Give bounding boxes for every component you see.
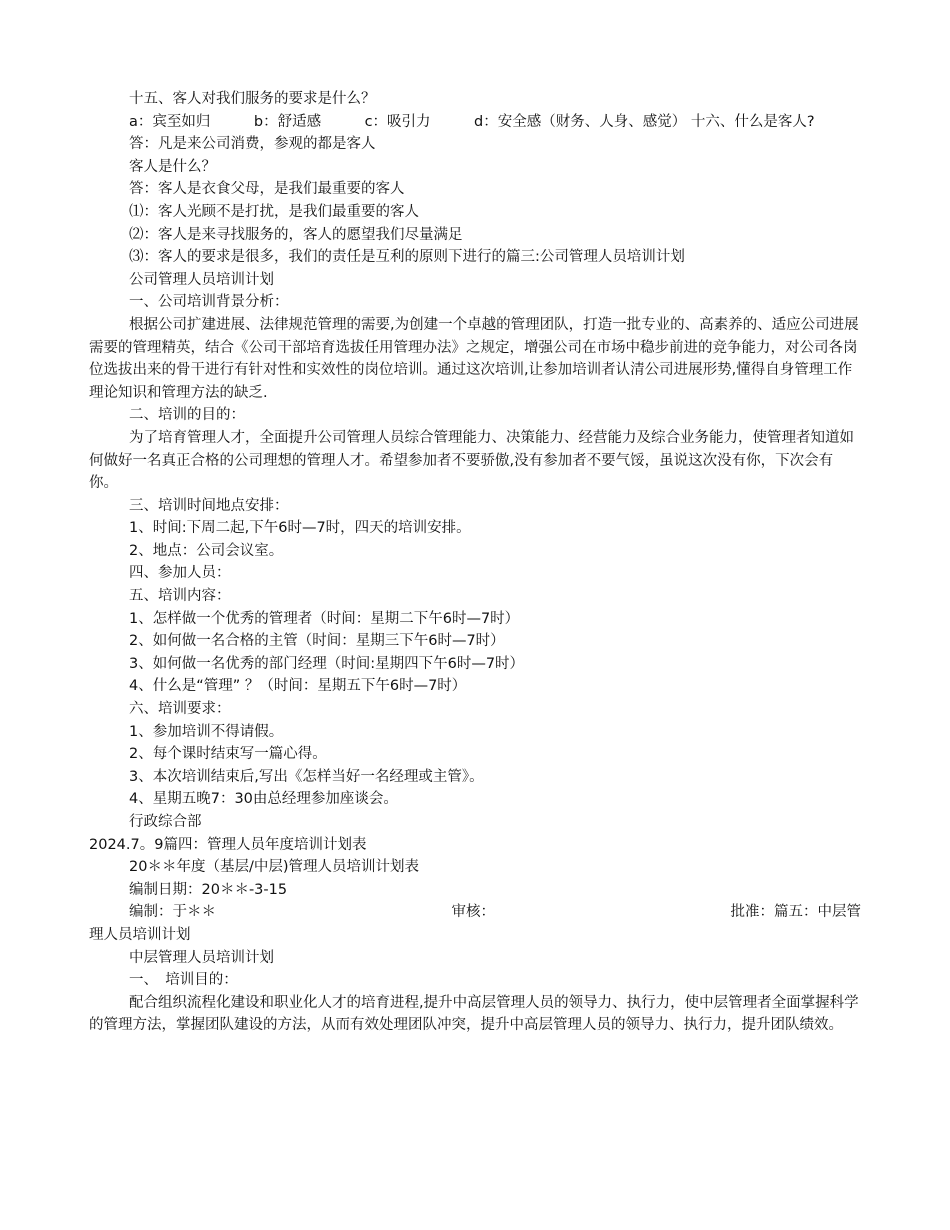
paragraph: 为了培育管理人才，全面提升公司管理人员综合管理能力、决策能力、经营能力及综合业务能力，使管理者知道如何做好一名真正合格的公司理想的管理人才。希望参加者不要骄傲,没有参加者不要气馁，虽说这次没有你，下次会有你。 [89,429,854,492]
title-continuation: 理人员培训计划 [89,926,191,943]
paragraph: 根据公司扩建进展、法律规范管理的需要,为创建一个卓越的管理团队，打造一批专业的、高素养的、适应公司进展需要的管理精英，结合《公司干部培育选拔任用管理办法》之规定，增强公司在市场中稳步前进的竞争能力，对公司各岗位选拔出来的骨干进行有针对性和实效性的岗位培训。通过这次培训,让参加培训者认清公司进展形势,懂得自身管理工作理论知识和管理方法的缺乏. [89,316,859,401]
section-heading: 六、培训要求： [129,701,231,718]
section-heading: 一、公司培训背景分析： [129,294,289,311]
section-title: 中层管理人员培训计划 [129,949,274,966]
section-heading: 四、参加人员： [129,565,231,582]
list-item: 3、本次培训结束后,写出《怎样当好一名经理或主管》。 [129,768,484,785]
list-item: 2、每个课时结束写一篇心得。 [129,746,327,763]
answer-line: 答：客人是衣食父母，是我们最重要的客人 [129,181,405,198]
document-page [89,88,861,1037]
signature-department: 行政综合部 [129,814,202,830]
list-item: ⑵：客人是来寻找服务的，客人的愿望我们尽量满足 [129,226,463,243]
reviewed-by: 审核： [451,904,495,921]
approved-by: 批准：篇五：中层管 [730,904,861,921]
prepared-by: 编制：于＊＊ [129,904,216,921]
list-item: 4、星期五晚7：30由总经理参加座谈会。 [129,791,398,808]
section-heading: 五、培训内容： [129,588,231,605]
section-heading: 二、培训的目的： [129,407,245,424]
section-heading: 一、 培训目的： [129,972,238,989]
list-item: 3、如何做一名优秀的部门经理（时间:星期四下午6时—7时） [129,655,525,672]
answer-line: 答：凡是来公司消费，参观的都是客人 [129,136,376,153]
question-15: 十五、客人对我们服务的要求是什么？ [129,91,376,107]
section-title: 20＊＊年度（基层/中层)管理人员培训计划表 [129,859,419,876]
section-title: 公司管理人员培训计划 [129,271,274,288]
list-item: 2、如何做一名合格的主管（时间：星期三下午6时—7时） [129,633,505,650]
answer-options: a：宾至如归 b：舒适感 c：吸引力 d：安全感（财务、人身、感觉） 十六、什么是客人? [129,113,815,130]
date-line: 2024.7。9篇四：管理人员年度培训计划表 [89,836,367,853]
list-item: 1、时间:下周二起,下午6时—7时，四天的培训安排。 [129,520,471,537]
question-line: 客人是什么？ [129,158,216,175]
list-item: 1、怎样做一个优秀的管理者（时间：星期二下午6时—7时） [129,610,520,627]
list-item: 4、什么是“管理” ？（时间：星期五下午6时—7时） [129,678,467,695]
list-item: 1、参加培训不得请假。 [129,723,284,740]
approval-row [89,901,861,924]
list-item: ⑶：客人的要求是很多，我们的责任是互利的原则下进行的篇三:公司管理人员培训计划 [129,249,685,266]
section-heading: 三、培训时间地点安排： [129,497,289,514]
paragraph: 配合组织流程化建设和职业化人才的培育进程,提升中高层管理人员的领导力、执行力，使中层管理者全面掌握科学的管理方法，掌握团队建设的方法，从而有效处理团队冲突，提升中高层管理人员的领导力、执行力，提升团队绩效。 [89,994,859,1034]
list-item: 2、地点：公司会议室。 [129,542,284,559]
prepared-date: 编制日期：20＊＊-3-15 [129,881,288,898]
list-item: ⑴：客人光顾不是打扰，是我们最重要的客人 [129,203,419,220]
